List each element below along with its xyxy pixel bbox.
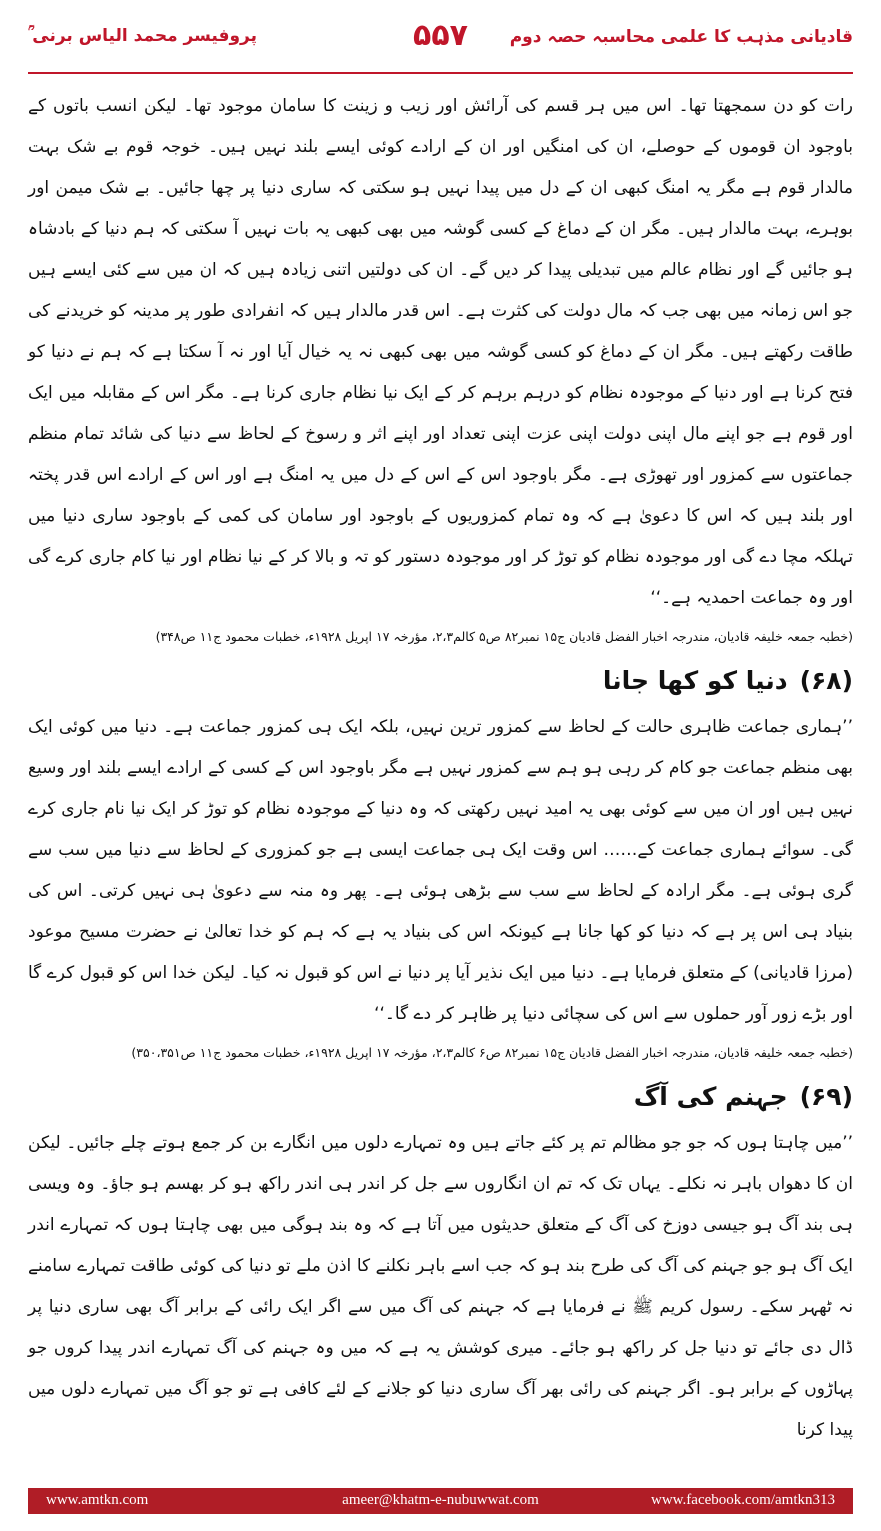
section-title: جہنم کی آگ xyxy=(633,1082,788,1111)
section-heading xyxy=(28,657,853,705)
citation: (خطبہ جمعہ خلیفہ قادیان، مندرجہ اخبار الفضل قادیان ج۱۵ نمبر۸۲ ص۶ کالم۲،۳، مؤرخہ ۱۷ اپریل ۱۹۲۸ء، خطبات محمود ج۱۱ ص۳۵۰،۳۵۱) xyxy=(131,1045,853,1060)
page-footer xyxy=(28,1488,853,1514)
email-link[interactable]: ameer@khatm-e-nubuwwat.com xyxy=(342,1492,539,1508)
page-body xyxy=(28,86,853,1451)
section-title: دنیا کو کھا جانا xyxy=(602,666,788,695)
section-number: (۶۹) xyxy=(799,1082,853,1111)
citation: (خطبہ جمعہ خلیفہ قادیان، مندرجہ اخبار الفضل قادیان ج۱۵ نمبر۸۲ ص۵ کالم۲،۳، مؤرخہ ۱۷ اپریل ۱۹۲۸ء، خطبات محمود ج۱۱ ص۳۴۸) xyxy=(155,629,853,644)
body-paragraph: ’’ہماری جماعت ظاہری حالت کے لحاظ سے کمزور ترین نہیں، بلکہ ایک ہی کمزور جماعت ہے۔ دنیا میں کوئی ایک بھی منظم جماعت جو کام کر رہی ہو ہم سے کمزور نہیں ہے مگر باوجود اس کے کسی کے ارادے ایسے بلند اور وسیع نہیں ہیں اور ان میں سے کوئی بھی یہ امید نہیں رکھتی کہ وہ دنیا کے موجودہ نظام کو توڑ کر ایک نیا نام جاری کرے گی۔ سوائے ہماری جماعت کے…… اس وقت ایک ہی جماعت ایسی ہے جو کمزوری کے لحاظ سے دنیا میں سب سے گری ہوئی ہے۔ مگر ارادہ کے لحاظ سے سب سے بڑھی ہوئی ہے۔ پھر وہ منہ سے دعویٰ ہی نہیں کرتی۔ اس کی بنیاد ہی اس پر ہے کہ دنیا کو کھا جانا ہے کیونکہ اس کی بنیاد یہ ہے کہ ہم کو خدا تعالیٰ نے حضرت مسیح موعود (مرزا قادیانی) کے متعلق فرمایا ہے۔ دنیا میں ایک نذیر آیا پر دنیا نے اس کو قبول نہ کیا۔ لیکن خدا اس کو قبول کرے گا اور بڑے زور آور حملوں سے اس کی سچائی دنیا پر ظاہر کر دے گا۔‘‘ xyxy=(28,717,853,1024)
facebook-link[interactable]: www.facebook.com/amtkn313 xyxy=(651,1492,835,1508)
section-heading xyxy=(28,1073,853,1121)
website-link[interactable]: www.amtkn.com xyxy=(46,1492,149,1508)
body-paragraph: ’’میں چاہتا ہوں کہ جو جو مظالم تم پر کئے جاتے ہیں وہ تمہارے دلوں میں انگارے بن کر جمع ہوتے چلے جائیں۔ لیکن ان کا دھواں باہر نہ نکلے۔ یہاں تک کہ تم ان انگاروں سے جل کر اندر ہی اندر راکھ ہو کر بھسم ہو جاؤ۔ وہ ویسی ہی بند آگ ہو جیسی دوزخ کی آگ کے متعلق حدیثوں میں آتا ہے کہ وہ بند ہوگی میں بھی چاہتا ہوں کہ تمہارے اندر ایک آگ ہو جو جہنم کی آگ کی طرح بند ہو کہ جب اسے باہر نکلنے کا اذن ملے تو دنیا کی کوئی طاقت تمہارے سامنے نہ ٹھہر سکے۔ رسول کریم ﷺ نے فرمایا ہے کہ جہنم کی آگ میں سے اگر ایک رائی کے برابر آگ بھی ساری دنیا پر ڈال دی جائے تو دنیا جل کر راکھ ہو جائے۔ میری کوشش یہ ہے کہ میں وہ جہنم کی آگ تمہارے اندر پیدا کروں جو پہاڑوں کے برابر ہو۔ اگر جہنم کی رائی بھر آگ ساری دنیا کو جلانے کے لئے کافی ہے تو جو آگ میں تمہارے دلوں میں پیدا کرنا xyxy=(28,1133,853,1440)
page-header xyxy=(28,18,853,70)
book-title: قادیانی مذہب کا علمی محاسبہ حصہ دوم xyxy=(509,27,853,47)
body-paragraph: رات کو دن سمجھتا تھا۔ اس میں ہر قسم کی آرائش اور زیب و زینت کا سامان موجود تھا۔ لیکن انسب باتوں کے باوجود ان قوموں کے حوصلے، ان کی امنگیں اور ان کے ارادے کوئی ایسے بلند نہیں ہیں۔ خوجہ قوم بے شک بہت مالدار قوم ہے مگر یہ امنگ کبھی ان کے دل میں پیدا نہیں ہو سکتی کہ ساری دنیا پر چھا جائیں۔ بے شک میمن اور بوہرے، بہت مالدار ہیں۔ مگر ان کے دماغ کے کسی گوشہ میں بھی کبھی یہ بات نہیں آ سکتی کہ ہم دنیا کے بادشاہ ہو جائیں گے اور نظام عالم میں تبدیلی پیدا کر دیں گے۔ ان کی دولتیں اتنی زیادہ ہیں کہ ان میں سے کئی ایسے ہیں جو اس زمانہ میں بھی جب کہ مال دولت کی کثرت ہے۔ اس قدر مالدار ہیں کہ انفرادی طور پر مدینہ کو خریدنے کی طاقت رکھتے ہیں۔ مگر ان کے دماغ کو کسی گوشہ میں بھی کبھی نہ یہ خیال آیا اور نہ آ سکتا ہے کہ ہم نے دنیا کو فتح کرنا ہے اور دنیا کے موجودہ نظام کو درہم برہم کر کے ایک نیا نظام جاری کرنا ہے۔ مگر اس کے مقابلہ میں ایک اور قوم ہے جو اپنے مال اپنی دولت اپنی عزت اپنی تعداد اور اپنے اثر و رسوخ کے لحاظ سے دنیا کی شائد تمام منظم جماعتوں سے کمزور اور تھوڑی ہے۔ مگر باوجود اس کے اس کے دل میں یہ امنگ ہے اور اس کے ارادے اس قدر پختہ اور بلند ہیں کہ اس کا دعویٰ ہے کہ وہ تمام کمزوریوں کے باوجود اور سامان کی کمی کے باوجود ساری دنیا میں تہلکہ مچا دے گی اور موجودہ نظام کو توڑ کر اور موجودہ دستور کو تہ و بالا کر کے نیا نظام اور نیا کام جاری کرے گی اور وہ جماعت احمدیہ ہے۔‘‘ xyxy=(28,96,853,608)
section-number: (۶۸) xyxy=(799,666,853,695)
header-divider xyxy=(28,72,853,74)
page-number: ۵۵۷ xyxy=(413,18,468,53)
author-name: پروفیسر محمد الیاس برنی ؒ xyxy=(28,26,258,46)
